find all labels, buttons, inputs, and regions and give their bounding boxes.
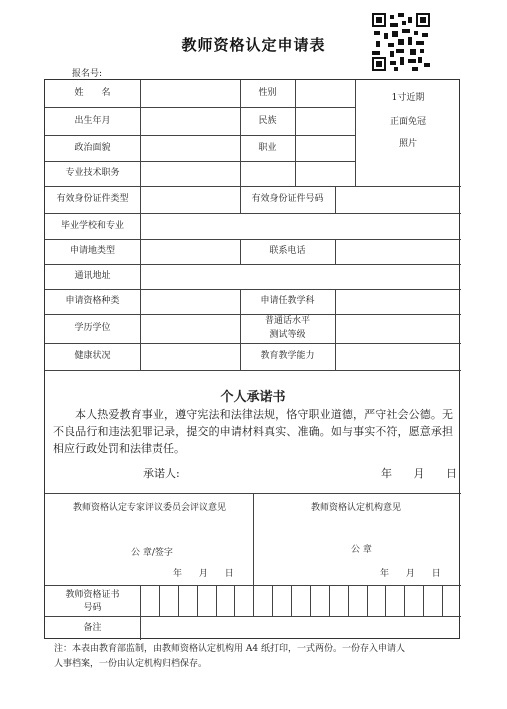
expert-opinion-title: 教师资格认定专家评议委员会评议意见 <box>73 503 227 513</box>
application-place-type-label: 申请地类型 <box>69 246 115 256</box>
gender-label: 性别 <box>258 88 277 98</box>
qr-code <box>372 13 430 71</box>
photo-pose-text: 正面免冠 <box>389 116 426 127</box>
ethnicity-label: 民族 <box>258 115 277 126</box>
education-label: 学历学位 <box>74 323 111 333</box>
footnote <box>54 642 444 672</box>
agency-opinion-title: 教师资格认定机构意见 <box>311 503 402 513</box>
occupation-label: 职业 <box>258 142 277 153</box>
agency-seal-label: 公 章 <box>351 545 372 555</box>
address-label: 通讯地址 <box>74 271 111 281</box>
pledge-title: 个人承诺书 <box>220 390 286 405</box>
mandarin-level-label: 普通话水平 <box>264 316 310 326</box>
expert-seal-label: 公 章/签字 <box>131 548 173 558</box>
application-form <box>44 79 460 639</box>
certificate-number-label: 教师资格证书 <box>65 589 120 600</box>
certificate-type-label: 申请资格种类 <box>65 296 120 306</box>
certificate-number-boxes <box>140 585 461 616</box>
footnote-line-2: 人事档案，一份由认定机构归档保存。 <box>54 659 208 669</box>
pledge-text: 本人热爱教育事业，遵守宪法和法律法规，恪守职业道德，严守社会公德。无不良品行和违法犯罪记录，提交的申请材料真实、准确。如与事实不符，愿意承担相应行政处罚和法律责任。 <box>53 408 453 455</box>
registration-number-label: 报名号: <box>72 69 103 79</box>
footnote-line-1: 注：本表由教育部监制，由教师资格认定机构用 A4 纸打印，一式两份。一份存入申请人 <box>54 644 405 654</box>
phone-label: 联系电话 <box>269 246 306 256</box>
agency-date: 年 月 日 <box>380 569 441 579</box>
certificate-number-label-2: 号码 <box>83 602 102 613</box>
teaching-subject-label: 申请任教学科 <box>260 296 315 306</box>
political-status-label: 政治面貌 <box>74 142 111 153</box>
school-major-label: 毕业学校和专业 <box>60 220 124 231</box>
professional-title-label: 专业技术职务 <box>65 168 120 178</box>
name-label: 姓 名 <box>74 88 111 98</box>
health-label: 健康状况 <box>74 351 111 361</box>
mandarin-grade-label: 测试等级 <box>269 330 306 340</box>
birth-label: 出生年月 <box>74 115 111 126</box>
expert-date: 年 月 日 <box>173 569 234 579</box>
pledge-date: 年 月 日 <box>381 467 459 480</box>
remarks-label: 备注 <box>83 622 102 633</box>
photo-label: 照片 <box>398 138 417 149</box>
id-number-label: 有效身份证件号码 <box>251 194 324 204</box>
form-title: 教师资格认定申请表 <box>181 36 326 54</box>
pledge-signer-label: 承诺人: <box>143 467 180 480</box>
teaching-ability-label: 教育教学能力 <box>260 351 315 361</box>
photo-size-text: 1寸近期 <box>391 92 425 103</box>
id-type-label: 有效身份证件类型 <box>56 194 129 204</box>
